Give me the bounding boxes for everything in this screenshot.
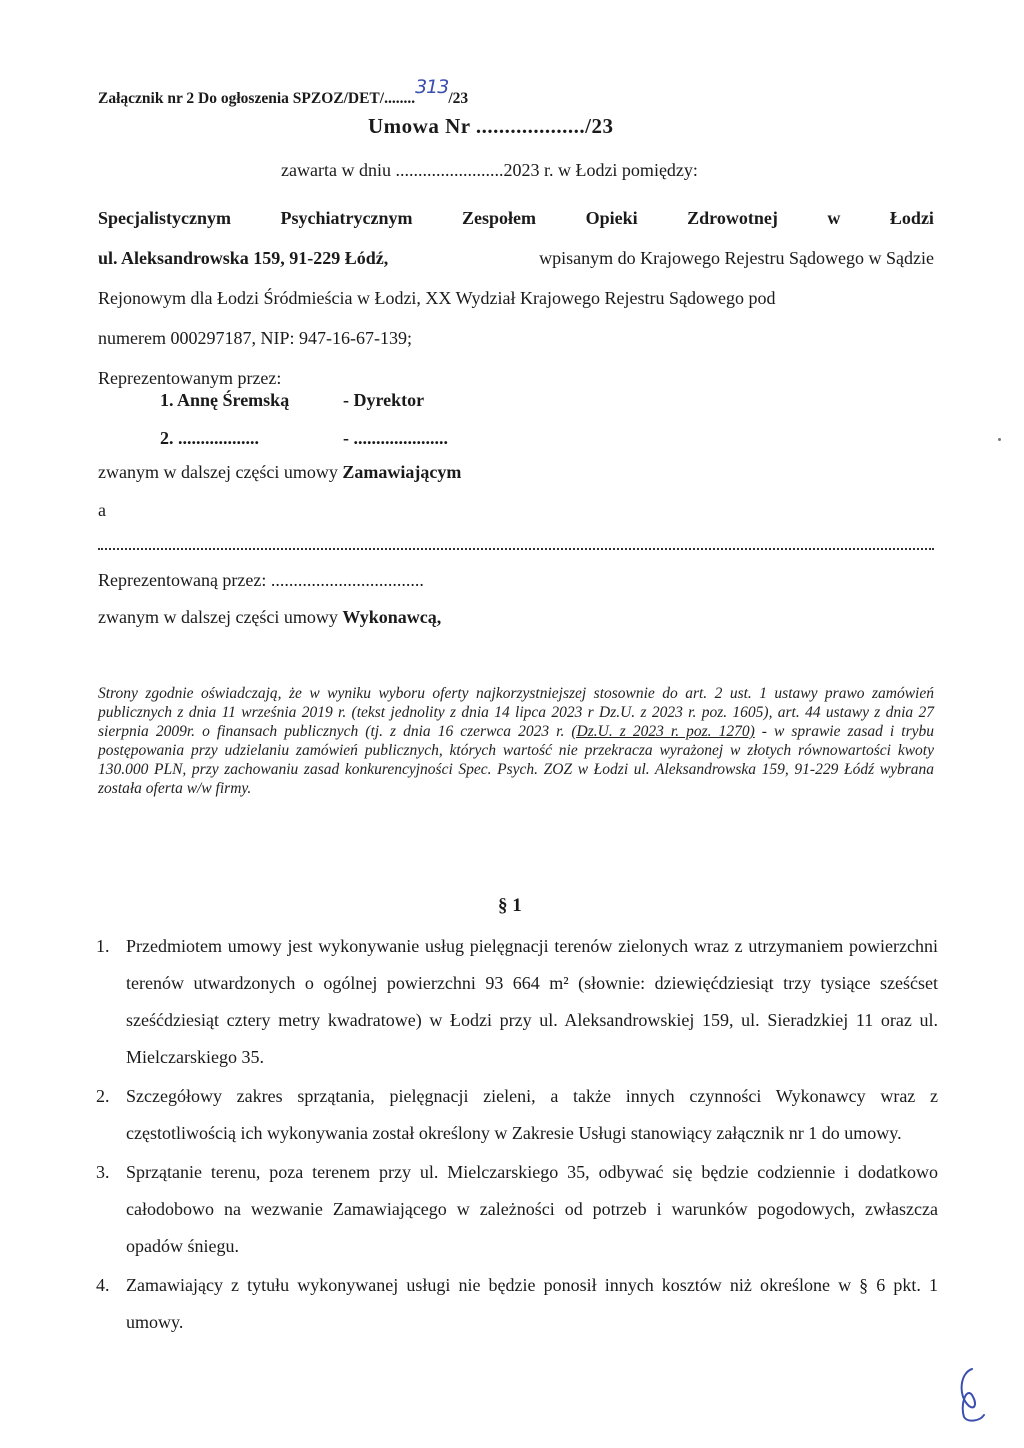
employer-address-line (98, 238, 934, 278)
contractor-called-prefix: zwanym w dalszej części umowy (98, 607, 343, 627)
employer-name-line (98, 198, 934, 238)
annex-dots: ........ (384, 90, 416, 107)
list-item (96, 1078, 938, 1152)
employer-name-word: w (827, 208, 841, 228)
contract-date-place: zawarta w dniu ........................2023 r. w Łodzi pomiędzy: (281, 160, 698, 180)
contract-title: Umowa Nr .................../23 (368, 114, 614, 138)
contractor-called-line (98, 607, 441, 628)
section-1-list (96, 928, 938, 1341)
annex-prefix: Załącznik nr 2 Do ogłoszenia SPZOZ/DET/ (98, 90, 385, 107)
representative-2 (160, 428, 448, 449)
representative-2-name: 2. .................. (160, 428, 259, 448)
list-item-number: 1. (96, 936, 110, 956)
representative-2-role: - ..................... (343, 428, 448, 448)
employer-address: ul. Aleksandrowska 159, 91-229 Łódź, (98, 248, 389, 268)
list-item (96, 1267, 938, 1341)
list-item-text: Sprzątanie terenu, poza terenem przy ul. Mielczarskiego 35, odbywać się będzie codziennie i dodatkowo całodobowo na wezwanie Zamawiającego w zależności od potrzeb i warunków pogodowych, zwłaszcza opadów śniegu. (126, 1162, 938, 1256)
representative-1 (160, 390, 424, 411)
declaration-paragraph (98, 684, 934, 798)
representative-1-role: - Dyrektor (343, 390, 425, 410)
employer-registry-2: Rejonowym dla Łodzi Śródmieścia w Łodzi, XX Wydział Krajowego Rejestru Sądowego pod (98, 288, 776, 308)
employer-registry-1: wpisanym do Krajowego Rejestru Sądowego w Sądzie (539, 248, 934, 268)
employer-name-word: Zdrowotnej (687, 208, 778, 228)
list-item-text: Zamawiający z tytułu wykonywanej usługi nie będzie ponosił innych kosztów niż określone w § 6 pkt. 1 umowy. (126, 1275, 938, 1332)
list-item-number: 2. (96, 1086, 110, 1106)
declaration-part1: Strony zgodnie oświadczają, że w wyniku wyboru oferty najkorzystniejszej stosownie do art. 2 ust. 1 ustawy prawo zamówień publicznych z dnia 11 września 2019 r. (tekst jednolity z dnia 14 lipca 2023 r Dz.U. z 2023 r. poz. 1605), art. 44 ustawy z dnia 27 sierpnia 2009r. o finansach publicznych (tj. z dnia 16 czerwca 2023 r. (98, 685, 934, 740)
list-item-text: Przedmiotem umowy jest wykonywanie usług pielęgnacji terenów zielonych wraz z utrzymaniem powierzchni terenów utwardzonych o ogólnej powierzchni 93 664 m² (słownie: dziewięćdziesiąt trzy tysiące sześćset sześćdziesiąt cztery metry kwadratowe) w Łodzi przy ul. Aleksandrowskiej 159, ul. Sieradzkiej 11 oraz ul. Mielczarskiego 35. (126, 936, 938, 1067)
declaration-part2: - w sprawie zasad i trybu postępowania przy udzielaniu zamówień publicznych, których wartość nie przekracza wyrażonej w złotych równowartości kwoty 130.000 PLN, przy zachowaniu zasad konkurencyjności Spec. Psych. ZOZ w Łodzi ul. Aleksandrowska 159, 91-229 Łódź wybrana została oferta w/w firmy. (98, 723, 934, 797)
list-item-number: 4. (96, 1275, 110, 1295)
employer-registry-3: numerem 000297187, NIP: 947-16-67-139; (98, 328, 412, 348)
employer-name-word: Łodzi (889, 208, 934, 228)
list-item (96, 1154, 938, 1265)
employer-called-line (98, 462, 461, 483)
contractor-called-term: Wykonawcą, (342, 607, 442, 627)
employer-name-word: Specjalistycznym (98, 208, 231, 228)
declaration-underlined: (Dz.U. z 2023 r. poz. 1270) (571, 723, 755, 740)
employer-name-word: Psychiatrycznym (280, 208, 413, 228)
handwritten-initial-icon (950, 1365, 990, 1425)
contractor-represented: Reprezentowaną przez: .................................. (98, 570, 424, 590)
list-item-number: 3. (96, 1162, 110, 1182)
list-item (96, 928, 938, 1076)
employer-name-word: Zespołem (462, 208, 537, 228)
employer-called-prefix: zwanym w dalszej części umowy (98, 462, 343, 482)
annex-suffix: /23 (448, 90, 469, 107)
list-item-text: Szczegółowy zakres sprzątania, pielęgnacji zieleni, a także innych czynności Wykonawcy wraz z częstotliwością ich wykonywania został określony w Zakresie Usługi stanowiący załącznik nr 1 do umowy. (126, 1086, 938, 1143)
employer-block (98, 198, 934, 398)
scan-speck (998, 438, 1001, 441)
and-conjunction: a (98, 500, 106, 520)
represented-by-label: Reprezentowanym przez: (98, 368, 282, 388)
handwritten-number: 313 (415, 76, 449, 98)
employer-name-word: Opieki (585, 208, 638, 228)
representative-1-name: 1. Annę Śremską (160, 390, 290, 410)
contractor-name-blank (98, 540, 934, 550)
section-heading: § 1 (498, 895, 522, 916)
employer-called-term: Zamawiającym (342, 462, 462, 482)
annex-reference (98, 76, 469, 108)
